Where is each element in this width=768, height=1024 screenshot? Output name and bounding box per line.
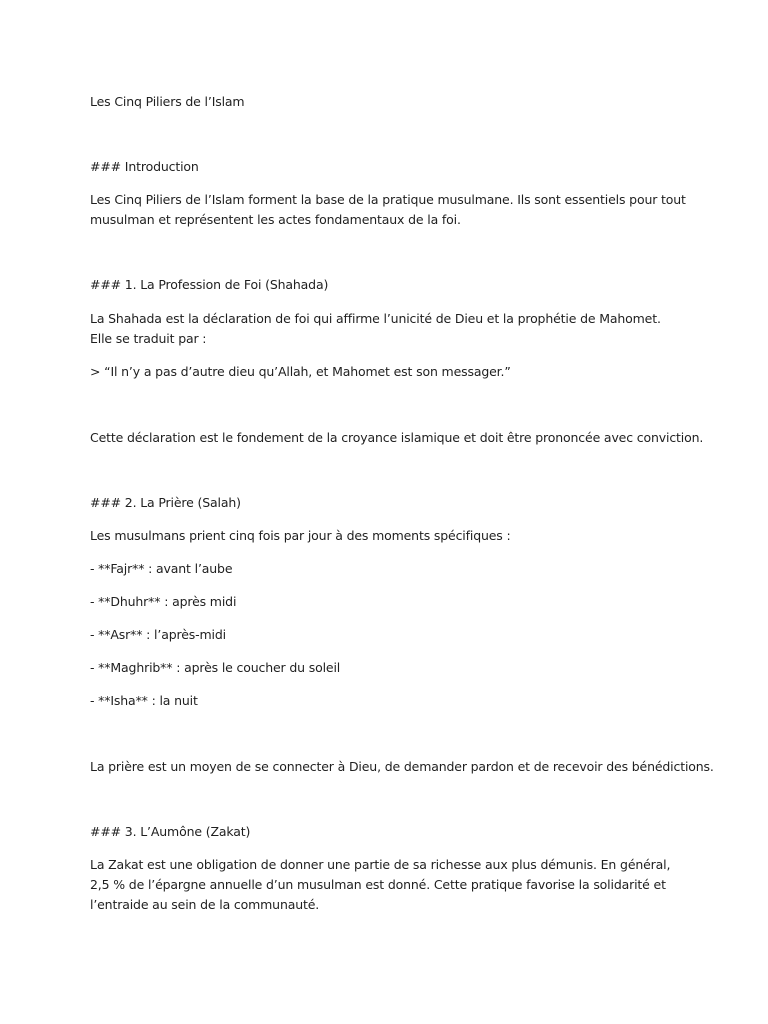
list-item: - **Isha** : la nuit <box>90 693 198 708</box>
list-item: - **Maghrib** : après le coucher du soleil <box>90 660 341 675</box>
document-title: Les Cinq Piliers de l’Islam <box>90 94 245 109</box>
salah-paragraph: Les musulmans prient cinq fois par jour à des moments spécifiques : <box>90 528 511 543</box>
shahada-heading: ### 1. La Profession de Foi (Shahada) <box>90 277 329 292</box>
salah-conclusion: La prière est un moyen de se connecter à Dieu, de demander pardon et de recevoir des bénédictions. <box>90 759 714 774</box>
zakat-paragraph: La Zakat est une obligation de donner une partie de sa richesse aux plus démunis. En général, 2,5 % de l’épargne annuelle d’un musulman est donné. Cette pratique favorise la solidarité et l’entraide au sein de la communauté. <box>90 857 671 912</box>
shahada-paragraph: La Shahada est la déclaration de foi qui affirme l’unicité de Dieu et la prophétie de Mahomet. Elle se traduit par : <box>90 311 661 346</box>
shahada-conclusion: Cette déclaration est le fondement de la croyance islamique et doit être prononcée avec conviction. <box>90 430 704 445</box>
shahada-quote: > “Il n’y a pas d’autre dieu qu’Allah, et Mahomet est son messager.” <box>90 364 511 379</box>
salah-heading: ### 2. La Prière (Salah) <box>90 495 241 510</box>
zakat-heading: ### 3. L’Aumône (Zakat) <box>90 824 251 839</box>
list-item: - **Dhuhr** : après midi <box>90 594 237 609</box>
list-item: - **Asr** : l’après-midi <box>90 627 226 642</box>
list-item: - **Fajr** : avant l’aube <box>90 561 233 576</box>
intro-heading: ### Introduction <box>90 159 199 174</box>
intro-paragraph: Les Cinq Piliers de l’Islam forment la base de la pratique musulmane. Ils sont essentiels pour tout musulman et représentent les actes fondamentaux de la foi. <box>90 192 686 227</box>
